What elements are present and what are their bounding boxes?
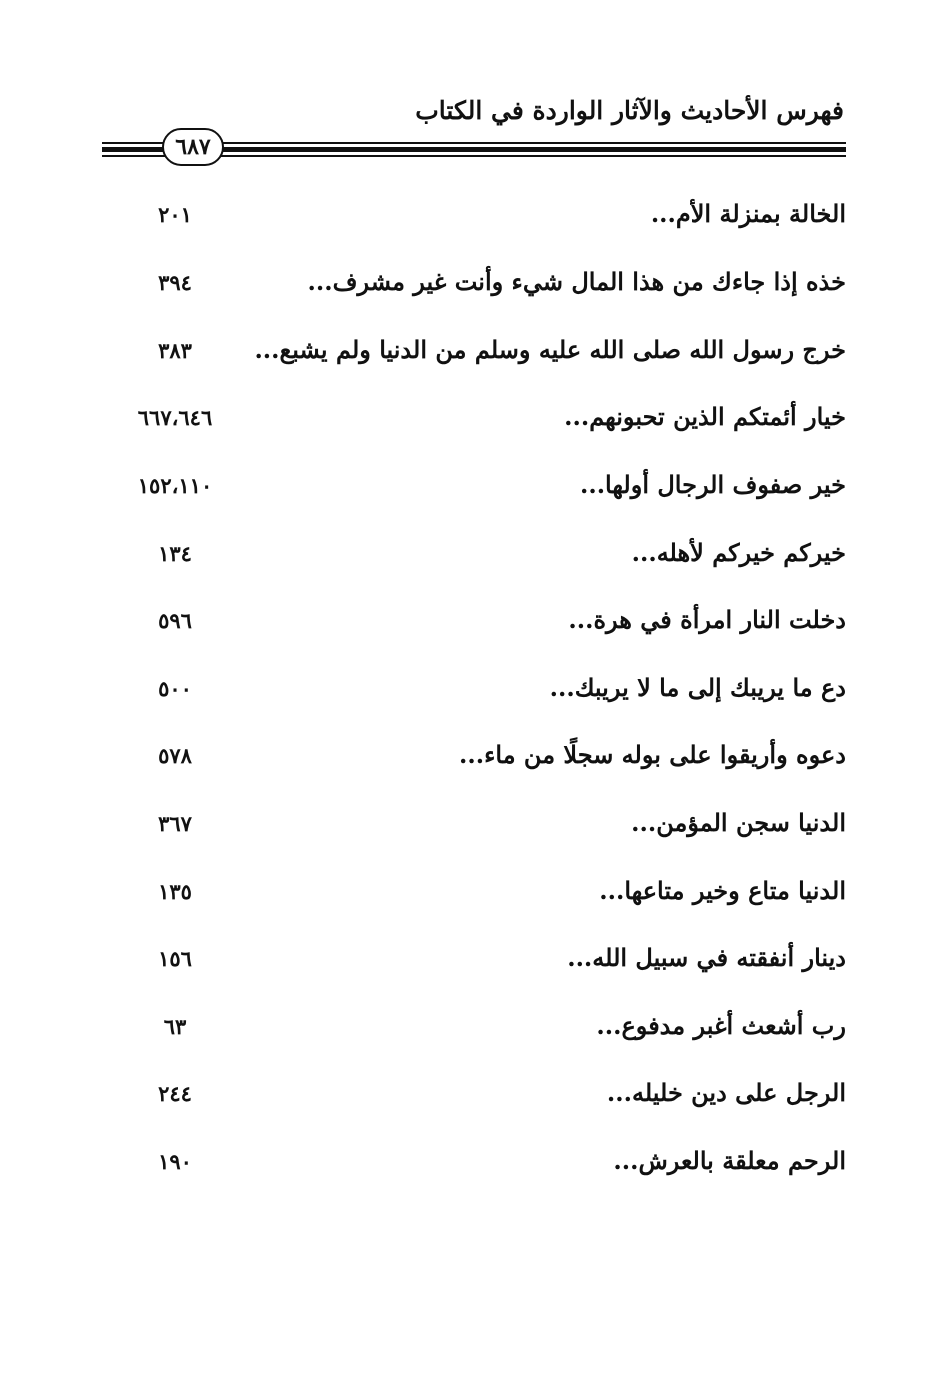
entry-page-numbers: ١٣٥ — [158, 879, 192, 904]
entry-text: رب أشعث أغبر مدفوع... — [596, 1011, 846, 1040]
running-header-title: فهرس الأحاديث والآثار الواردة في الكتاب — [415, 96, 844, 125]
entry-page-numbers: ٥٧٨ — [158, 743, 192, 768]
index-entry — [110, 1141, 846, 1181]
entry-text: دخلت النار امرأة في هرة... — [568, 605, 846, 634]
entry-page-numbers: ٢٠١ — [158, 202, 192, 227]
entry-text: خذه إذا جاءك من هذا المال شيء وأنت غير مشرف... — [307, 267, 846, 296]
entry-page-numbers: ٦٦٧،٦٤٦ — [137, 405, 213, 430]
entry-page-numbers: ١٥٢،١١٠ — [137, 473, 213, 498]
entry-page-numbers: ٣٨٣ — [158, 338, 192, 363]
index-entry — [110, 262, 846, 302]
entry-text: الرحم معلقة بالعرش... — [613, 1146, 846, 1175]
entry-text: دينار أنفقته في سبيل الله... — [567, 943, 846, 972]
entry-text: الرجل على دين خليله... — [606, 1078, 846, 1107]
entry-page-numbers: ١٥٦ — [158, 946, 192, 971]
entry-text: خرج رسول الله صلى الله عليه وسلم من الدنيا ولم يشبع... — [254, 335, 846, 364]
index-entry — [110, 735, 846, 775]
index-entry — [110, 600, 846, 640]
page-number-badge: ٦٨٧ — [162, 128, 224, 166]
index-entry — [110, 871, 846, 911]
index-entry — [110, 397, 846, 437]
entry-page-numbers: ١٩٠ — [158, 1149, 192, 1174]
entry-text: دعوه وأريقوا على بوله سجلًا من ماء... — [459, 740, 846, 769]
entry-text: خيار أئمتكم الذين تحبونهم... — [564, 402, 846, 431]
entry-page-numbers: ٦٣ — [163, 1014, 187, 1039]
index-entry — [110, 330, 846, 370]
index-entry — [110, 1073, 846, 1113]
entry-page-numbers: ٢٤٤ — [158, 1081, 192, 1106]
entry-page-numbers: ٥٩٦ — [158, 608, 192, 633]
entry-page-numbers: ٣٦٧ — [158, 811, 192, 836]
entry-text: خير صفوف الرجال أولها... — [579, 470, 846, 499]
index-entry — [110, 938, 846, 978]
entry-page-numbers: ٣٩٤ — [158, 270, 192, 295]
index-entry — [110, 194, 846, 234]
index-entry — [110, 465, 846, 505]
entry-text: خيركم خيركم لأهله... — [631, 538, 846, 567]
index-entry — [110, 1006, 846, 1046]
index-entry — [110, 803, 846, 843]
index-entry — [110, 533, 846, 573]
entry-page-numbers: ١٣٤ — [158, 541, 192, 566]
entry-text: الخالة بمنزلة الأم... — [650, 199, 846, 228]
entry-text: الدنيا سجن المؤمن... — [631, 808, 846, 837]
entry-text: الدنيا متاع وخير متاعها... — [599, 876, 846, 905]
entry-text: دع ما يريبك إلى ما لا يريبك... — [549, 673, 846, 702]
entry-page-numbers: ٥٠٠ — [158, 676, 192, 701]
index-entry — [110, 668, 846, 708]
